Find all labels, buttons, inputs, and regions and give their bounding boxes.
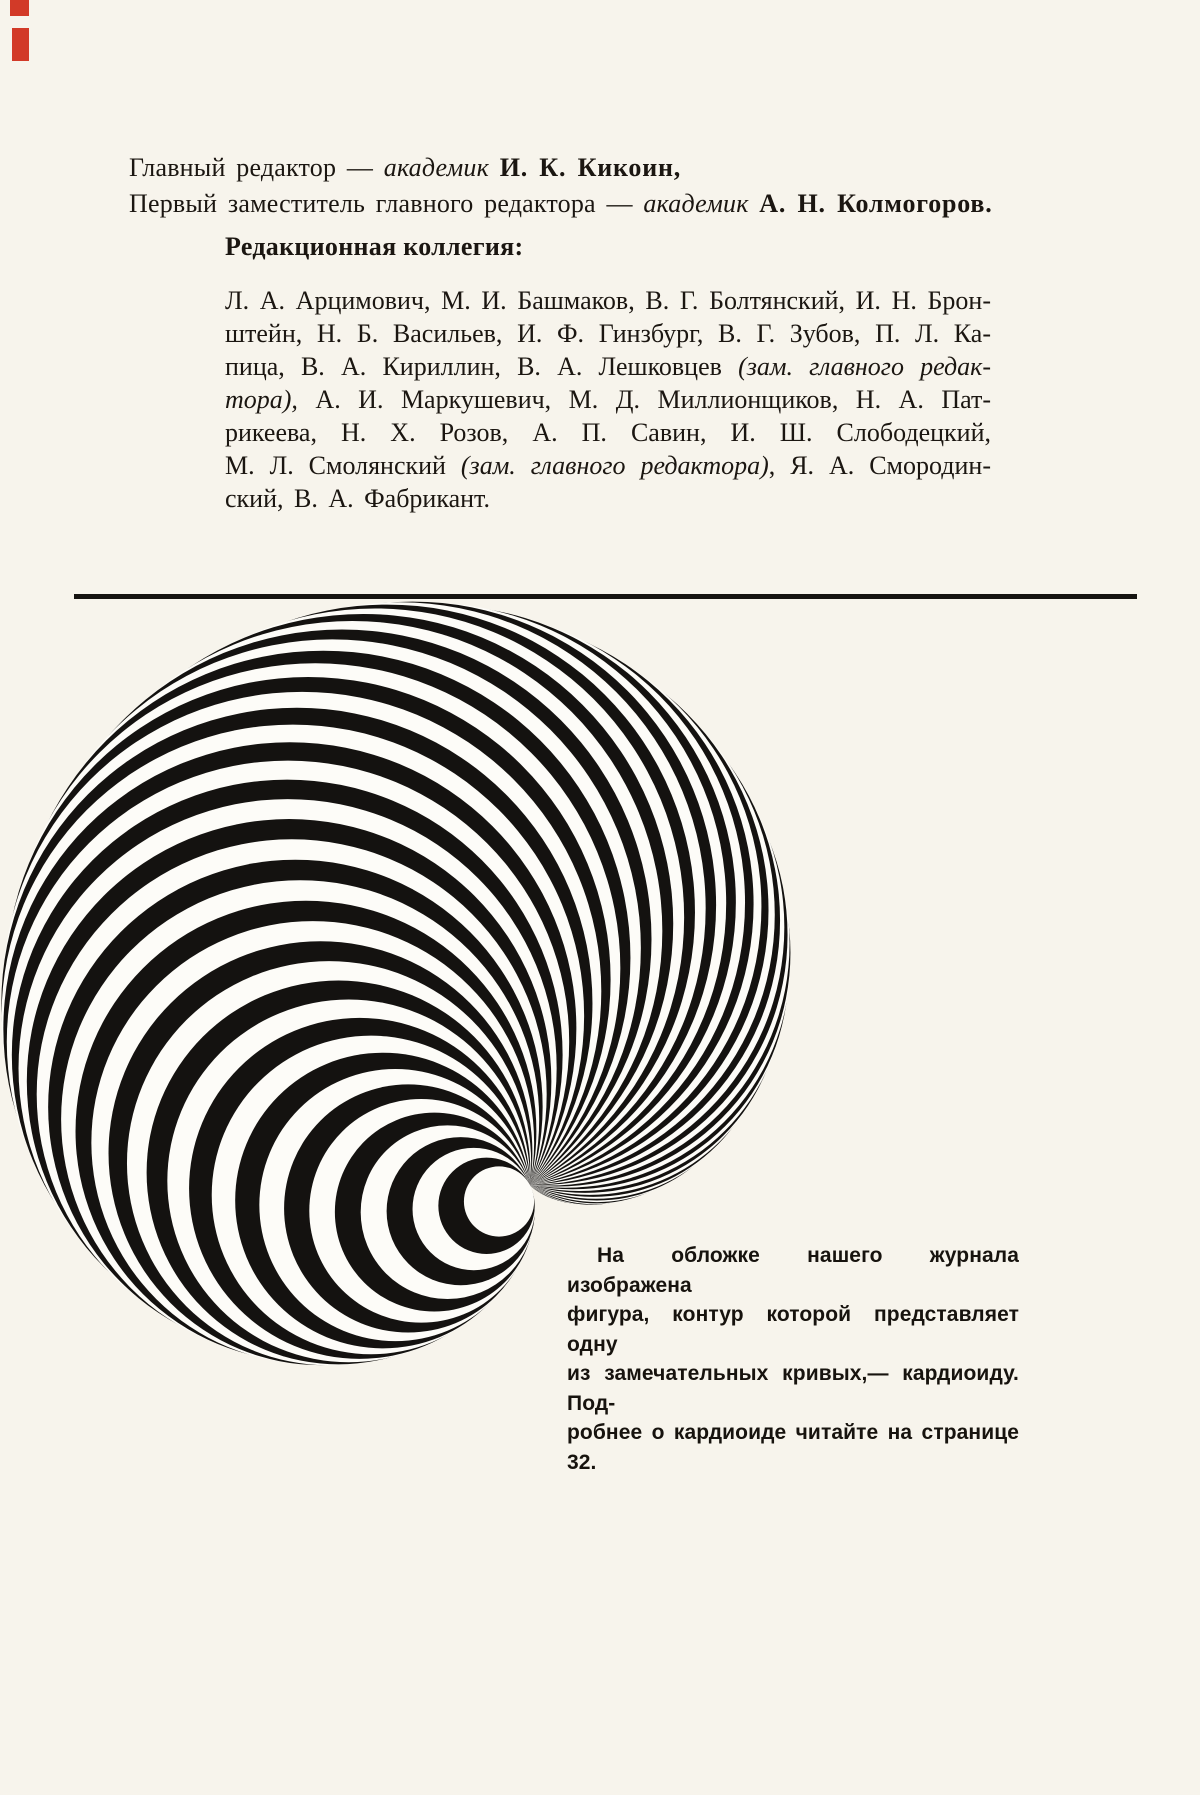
text-line: На обложке нашего журнала изображена <box>567 1244 1019 1297</box>
text-line: робнее о кардиоиде читайте на странице 32. <box>567 1421 1019 1474</box>
text-line: ский, В. А. Фабрикант. <box>225 484 490 513</box>
cardioid-circle <box>464 1166 534 1236</box>
editorial-board-heading: Редакционная коллегия: <box>225 232 524 261</box>
text-line: тора), А. И. Маркушевич, М. Д. Миллионщиков, Н. А. Пат- <box>225 385 991 414</box>
text-line: Главный редактор — академик И. К. Кикоин, <box>129 153 682 182</box>
figure-caption <box>567 1241 1019 1477</box>
text-line: Л. А. Арцимович, М. И. Башмаков, В. Г. Болтянский, И. Н. Брон- <box>225 286 991 315</box>
text-line: Первый заместитель главного редактора — академик А. Н. Колмогоров. <box>129 189 993 218</box>
text-line: рикеева, Н. Х. Розов, А. П. Савин, И. Ш. Слободецкий, <box>225 418 991 447</box>
text-line: пица, В. А. Кириллин, В. А. Лешковцев (зам. главного редак- <box>225 352 991 381</box>
text-line: из замечательных кривых,— кардиоиду. Под- <box>567 1362 1019 1415</box>
text-line: фигура, контур которой представляет одну <box>567 1303 1019 1356</box>
text-line: штейн, Н. Б. Васильев, И. Ф. Гинзбург, В. Г. Зубов, П. Л. Ка- <box>225 319 991 348</box>
text-line: М. Л. Смолянский (зам. главного редактора), Я. А. Смородин- <box>225 451 991 480</box>
